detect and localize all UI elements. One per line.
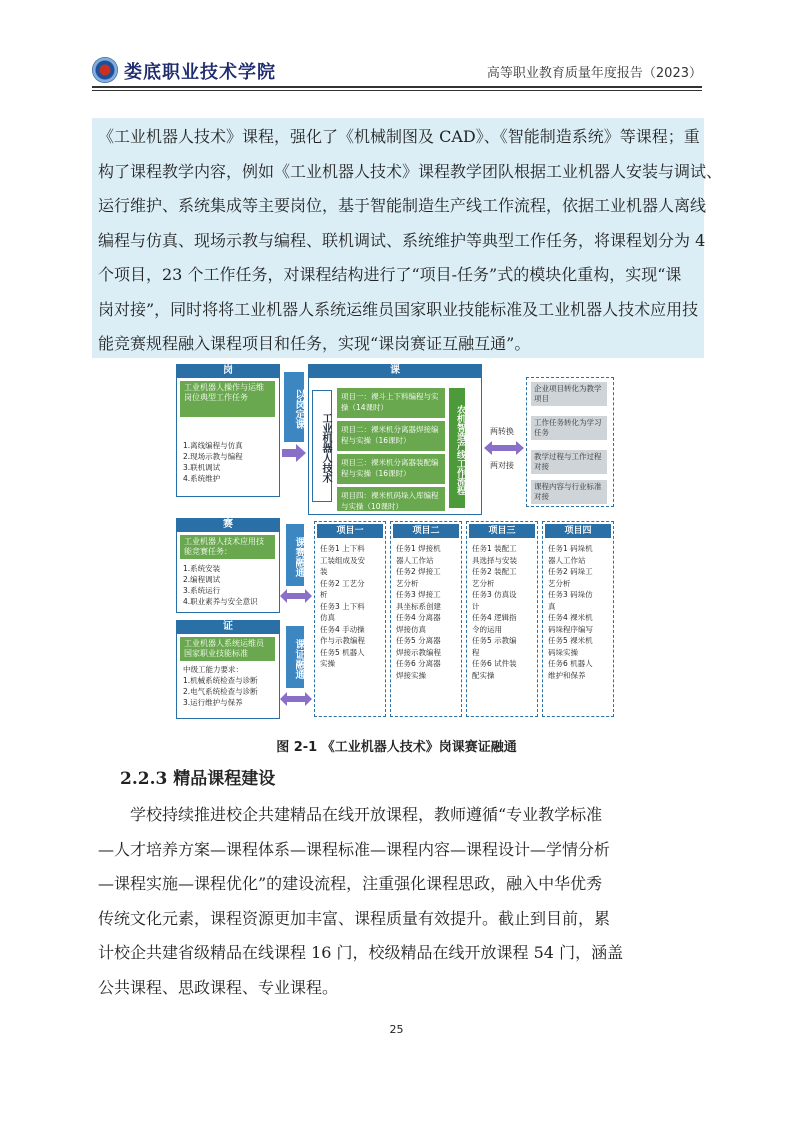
- task-line: 任务5 示教编: [472, 636, 517, 645]
- task-line: 任务2 焊接工: [396, 567, 441, 576]
- project-column-title: 项目三: [469, 524, 535, 538]
- project-column-title: 项目一: [317, 524, 383, 538]
- label-ke-sai: 课赛融通: [286, 524, 304, 586]
- project-column-title: 项目四: [545, 524, 611, 538]
- text-line: 构了课程教学内容，例如《工业机器人技术》课程教学团队根据工业机器人安装与调试、: [98, 161, 723, 181]
- zheng-item: 3.运行维护与保养: [183, 698, 243, 707]
- sai-item: 3.系统运行: [183, 586, 221, 595]
- task-line: 真: [548, 601, 556, 611]
- double-arrow-transform: [484, 441, 524, 455]
- project-column-tasks: [320, 543, 382, 670]
- task-line: 任务1 上下料: [320, 544, 365, 553]
- task-line: 任务5 裸米机: [548, 636, 593, 645]
- project-column-tasks: [396, 543, 458, 681]
- task-line: 器人工作站: [548, 555, 586, 565]
- transform-item: 课程内容与行业标准对接: [531, 480, 607, 504]
- task-line: 焊接实操: [396, 670, 426, 680]
- task-line: 任务2 工艺分: [320, 578, 365, 588]
- zheng-item: 2.电气系统检查与诊断: [183, 687, 258, 696]
- zheng-items: [183, 664, 258, 708]
- project-column: [542, 521, 614, 717]
- task-line: 任务6 分离器: [396, 659, 441, 668]
- double-arrow-sai: [280, 588, 312, 604]
- task-line: 焊接仿真: [396, 624, 426, 634]
- header-divider-thin: [92, 90, 702, 91]
- figure-caption: 图 2-1 《工业机器人技术》岗课赛证融通: [276, 740, 517, 755]
- task-line: 艺分析: [396, 578, 419, 588]
- task-line: 令的运用: [472, 624, 502, 634]
- text-line: 公共课程、思政课程、专业课程。: [98, 977, 339, 997]
- zheng-item: 1.机械系统检查与诊断: [183, 676, 258, 685]
- course-header: 课: [308, 364, 482, 377]
- task-line: 码垛程序编写: [548, 624, 593, 634]
- task-line: 任务4 分离器: [396, 613, 441, 622]
- sai-header: 赛: [176, 518, 280, 531]
- text-line: 能竞赛规程融入课程项目和任务，实现“课岗赛证互融互通”。: [98, 334, 531, 353]
- zheng-subtitle: 中级工能力要求：: [183, 665, 243, 674]
- project-column-tasks: [472, 543, 534, 681]
- course-name: 工业机器人技术: [312, 390, 332, 502]
- text-line: 计校企共建省级精品在线课程 16 门，校级精品在线开放课程 54 门，涵盖: [98, 943, 624, 962]
- transform-item: 教学过程与工作过程对接: [531, 450, 607, 474]
- text-line: 《工业机器人技术》课程，强化了《机械制图及 CAD》、《智能制造系统》等课程；重: [98, 127, 700, 146]
- zheng-title: 工业机器人系统运维员国家职业技能标准: [180, 637, 275, 661]
- school-name: 娄底职业技术学院: [124, 62, 276, 83]
- header-divider: [92, 86, 702, 88]
- project-column: [390, 521, 462, 717]
- task-line: 任务2 码垛工: [548, 567, 593, 576]
- text-line: 传统文化元素，课程资源更加丰富、课程质量有效提升。截止到目前，累: [98, 908, 611, 928]
- text-line: —人才培养方案—课程体系—课程标准—课程内容—课程设计—学情分析: [98, 839, 611, 859]
- course-panel: [308, 377, 482, 515]
- text-line: 学校持续推进校企共建精品在线开放课程，教师遵循“专业教学标准: [130, 805, 603, 824]
- gang-title: 工业机器人操作与运维岗位典型工作任务: [180, 381, 275, 417]
- task-line: 任务3 仿真设: [472, 590, 517, 599]
- sai-items: [183, 563, 258, 607]
- task-line: 任务3 上下料: [320, 601, 365, 611]
- gang-header: 岗: [176, 364, 280, 377]
- task-line: 作与示教编程: [320, 636, 365, 645]
- task-line: 配实操: [472, 670, 495, 680]
- gang-item: 4.系统维护: [183, 474, 221, 483]
- project-column-title: 项目二: [393, 524, 459, 538]
- gang-item: 3.联机调试: [183, 463, 221, 472]
- report-title: 高等职业教育质量年度报告（2023）: [486, 66, 702, 81]
- sai-item: 2.编程调试: [183, 575, 221, 584]
- task-line: 具坐标系创建: [396, 601, 441, 611]
- task-line: 工装组成及安: [320, 555, 365, 565]
- label-ke-zheng: 课证融通: [286, 626, 304, 688]
- label-two-docks: 两对接: [490, 461, 514, 470]
- section-title: 精品课程建设: [173, 769, 276, 789]
- text-line: 运行维护、系统集成等主要岗位，基于智能制造生产线工作流程，依据工业机器人离线: [98, 196, 707, 215]
- task-line: 任务6 机器人: [548, 659, 593, 668]
- task-line: 维护和保养: [548, 670, 586, 680]
- transform-panel: [526, 377, 614, 507]
- project-column: [314, 521, 386, 717]
- page-header: [92, 52, 702, 86]
- task-line: 析: [320, 590, 328, 599]
- task-line: 任务4 裸米机: [548, 613, 593, 622]
- zheng-panel: [176, 633, 280, 719]
- gang-item: 2.现场示教与编程: [183, 452, 243, 461]
- gang-item: 1.离线编程与仿真: [183, 441, 243, 450]
- production-line-flow: 农机智造产线工作流程: [449, 388, 465, 508]
- task-line: 具选择与安装: [472, 555, 517, 565]
- sai-panel: [176, 531, 280, 613]
- task-line: 任务1 装配工: [472, 544, 517, 553]
- paragraph-quality-courses: [98, 798, 698, 1005]
- zheng-header: 证: [176, 620, 280, 633]
- arrow-gang-to-course: [282, 444, 308, 462]
- task-line: 任务4 手动操: [320, 624, 365, 634]
- sai-item: 4.职业素养与安全意识: [183, 597, 258, 606]
- school-logo-icon: [92, 57, 118, 83]
- task-line: 器人工作站: [396, 555, 434, 565]
- label-two-transforms: 两转换: [490, 427, 514, 436]
- task-line: 装: [320, 567, 328, 576]
- paragraph-course-reconstruction: [98, 120, 723, 362]
- project-column-tasks: [548, 543, 610, 681]
- task-line: 任务5 分离器: [396, 636, 441, 645]
- course-project-3: 项目三：裸米机分离器装配编程与实操（16课时）: [337, 454, 445, 484]
- task-line: 程: [472, 647, 480, 657]
- transform-item: 企业项目转化为教学项目: [531, 382, 607, 406]
- section-heading: [120, 764, 275, 789]
- gang-items: [183, 440, 243, 484]
- task-line: 任务6 试件装: [472, 659, 517, 668]
- task-line: 任务4 逻辑指: [472, 613, 517, 622]
- double-arrow-zheng: [280, 691, 312, 707]
- task-line: 焊接示教编程: [396, 647, 441, 657]
- sai-item: 1.系统安装: [183, 564, 221, 573]
- task-line: 任务2 装配工: [472, 567, 517, 576]
- task-line: 任务3 码垛仿: [548, 590, 593, 599]
- label-gang-ding-ke: 以岗定课: [284, 372, 304, 442]
- text-line: 个项目，23 个工作任务，对课程结构进行了“项目-任务”式的模块化重构，实现“课: [98, 265, 682, 284]
- task-line: 任务1 码垛机: [548, 544, 593, 553]
- text-line: 编程与仿真、现场示教与编程、联机调试、系统维护等典型工作任务，将课程划分为 4: [98, 230, 706, 250]
- gang-panel: [176, 377, 280, 497]
- task-line: 计: [472, 601, 480, 611]
- task-line: 艺分析: [472, 578, 495, 588]
- task-line: 仿真: [320, 613, 335, 622]
- task-line: 任务1 焊接机: [396, 544, 441, 553]
- task-line: 码垛实操: [548, 647, 578, 657]
- text-line: 岗对接”，同时将将工业机器人系统运维员国家职业技能标准及工业机器人技术应用技: [98, 299, 699, 319]
- task-line: 任务5 机器人: [320, 647, 365, 657]
- course-project-2: 项目二：裸米机分离器焊接编程与实操（16课时）: [337, 421, 445, 451]
- task-line: 任务3 焊接工: [396, 590, 441, 599]
- task-line: 艺分析: [548, 578, 571, 588]
- sai-title: 工业机器人技术应用技能竞赛任务：: [180, 535, 275, 559]
- task-line: 实操: [320, 659, 335, 668]
- course-project-1: 项目一：裸斗上下料编程与实操（14课时）: [337, 388, 445, 418]
- section-number: 2.2.3: [120, 769, 168, 789]
- project-column: [466, 521, 538, 717]
- text-line: —课程实施—课程优化”的建设流程，注重强化课程思政，融入中华优秀: [98, 874, 603, 893]
- figure-gang-ke-sai-zheng: [176, 364, 618, 721]
- page-number: 25: [389, 1023, 404, 1036]
- course-project-4: 项目四：裸米机码垛入库编程与实操（10课时）: [337, 487, 445, 511]
- transform-item: 工作任务转化为学习任务: [531, 416, 607, 440]
